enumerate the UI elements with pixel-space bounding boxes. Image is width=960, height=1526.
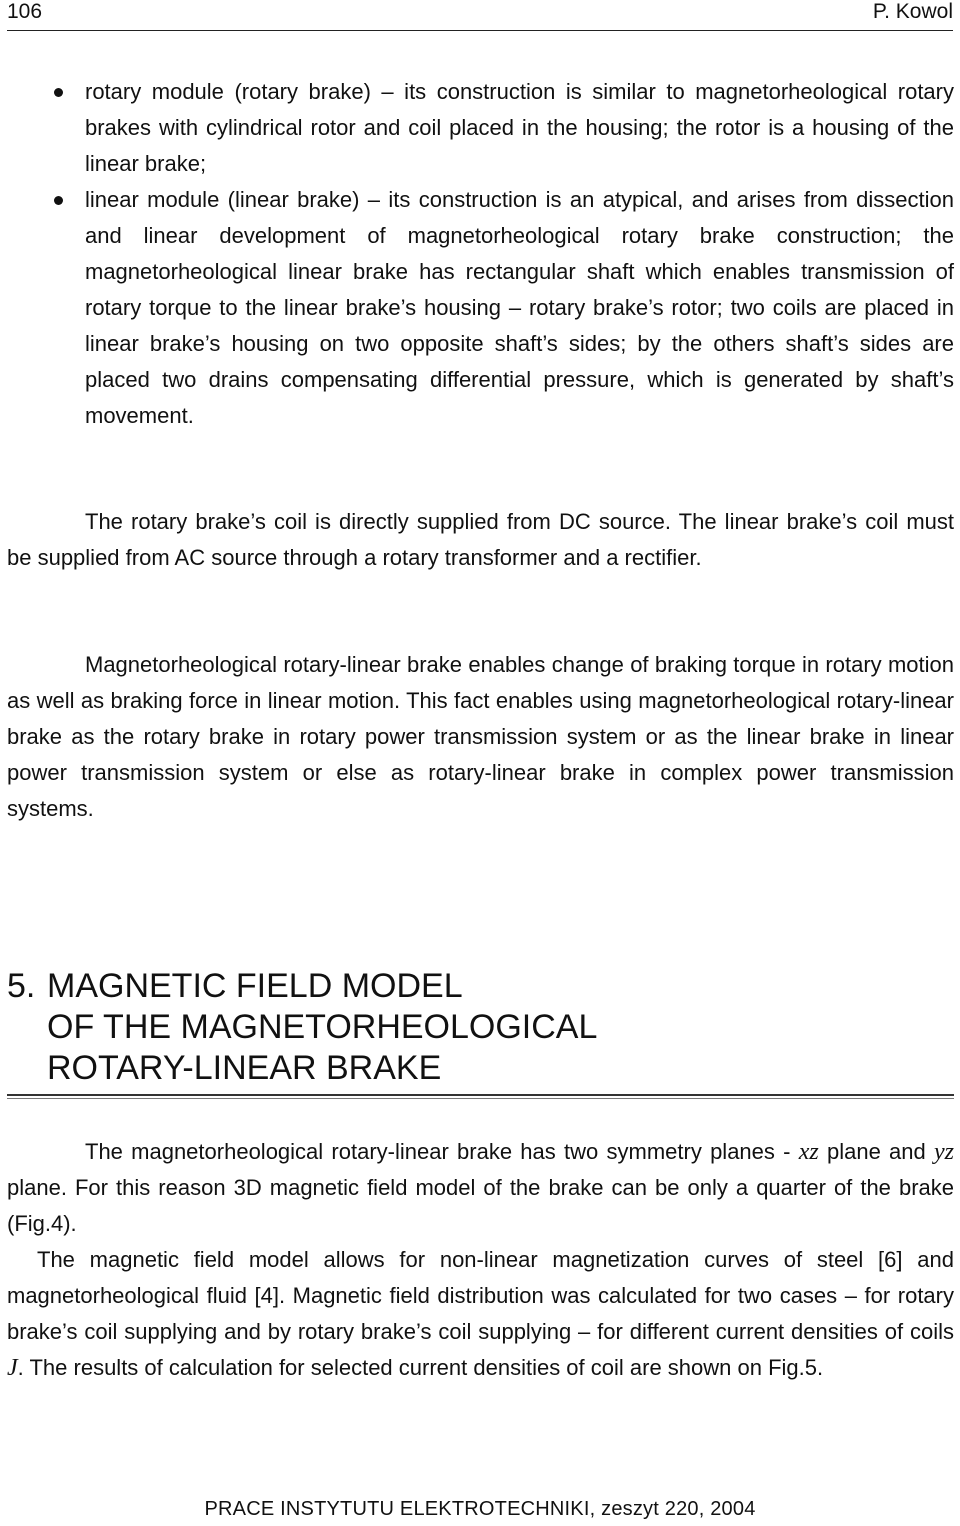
paragraph-field-model <box>7 1242 954 1386</box>
bullet-item-rotary-module <box>54 74 954 182</box>
section-title-line-1 <box>7 966 954 1007</box>
running-author: P. Kowol <box>872 0 953 23</box>
page-number: 106 <box>7 0 43 23</box>
section-title-text-1: MAGNETIC FIELD MODEL <box>47 967 463 1005</box>
text-run: The magnetic field model allows for non-linear magnetization curves of steel [6] and magnetorheological fluid [4]. Magnetic field distribution was calculated for two cases – for rotary brake’s coil supplying and by rotary brake’s coil supplying – for different current densities of coils <box>7 1247 954 1344</box>
math-symbol-yz: yz <box>934 1139 955 1165</box>
text-run: The magnetorheological rotary-linear brake has two symmetry planes - <box>85 1139 799 1164</box>
text-run: . The results of calculation for selected current densities of coil are shown on Fig.5. <box>17 1355 824 1380</box>
math-symbol-xz: xz <box>798 1139 819 1165</box>
section-number: 5. <box>7 967 36 1005</box>
paragraph-brake-applications: Magnetorheological rotary-linear brake enables change of braking torque in rotary motion as well as braking force in linear motion. This fact enables using magnetorheological rotary-linear brake as the rotary brake in rotary power transmission system or as the linear brake in linear power transmission system or else as rotary-linear brake in complex power transmission systems. <box>7 652 954 821</box>
bullet-icon <box>54 196 63 205</box>
section-title-line-2: OF THE MAGNETORHEOLOGICAL <box>47 1008 598 1046</box>
header-rule <box>7 30 953 31</box>
bullet-item-linear-module <box>54 182 954 434</box>
paragraph-symmetry-planes <box>7 1134 954 1242</box>
section-title-line-3: ROTARY-LINEAR BRAKE <box>47 1049 442 1087</box>
math-symbol-j: J <box>7 1355 18 1381</box>
text-run: plane. For this reason 3D magnetic field model of the brake can be only a quarter of the brake (Fig.4). <box>7 1175 954 1236</box>
paragraph-coil-supply: The rotary brake’s coil is directly supplied from DC source. The linear brake’s coil must be supplied from AC source through a rotary transformer and a rectifier. <box>7 509 954 570</box>
text-run: plane and <box>818 1139 935 1164</box>
bullet-text: rotary module (rotary brake) – its construction is similar to magnetorheological rotary brakes with cylindrical rotor and coil placed in the housing; the rotor is a housing of the linear brake; <box>85 79 954 176</box>
section-rule-thin <box>7 1098 954 1099</box>
page-header <box>7 0 953 28</box>
section-heading <box>7 966 954 1089</box>
bullet-list <box>54 74 954 434</box>
bullet-text: linear module (linear brake) – its construction is an atypical, and arises from dissection and linear development of magnetorheological rotary brake construction; the magnetorheological linear brake has rectangular shaft which enables transmission of rotary torque to the linear brake’s housing – rotary brake’s rotor; two coils are placed in linear brake’s housing on two opposite shaft’s sides; by the others shaft’s sides are placed two drains compensating differential pressure, which is generated by shaft’s movement. <box>85 187 954 428</box>
section-rule <box>7 1094 954 1096</box>
bullet-icon <box>54 88 63 97</box>
page-footer: PRACE INSTYTUTU ELEKTROTECHNIKI, zeszyt 220, 2004 <box>204 1498 756 1520</box>
